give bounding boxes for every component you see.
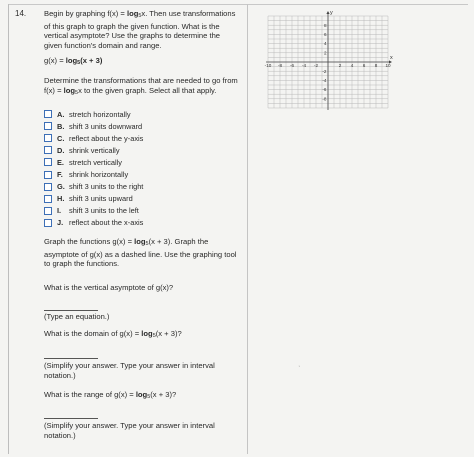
scan-mark: ʾ	[298, 366, 301, 373]
x-tick-label: 6	[362, 63, 366, 68]
option-label: stretch horizontally	[69, 109, 131, 119]
option-a[interactable]	[44, 109, 131, 119]
x-tick-label: 8	[374, 63, 378, 68]
option-letter: D.	[57, 145, 65, 155]
x-tick-label: 10	[385, 63, 391, 68]
option-label: reflect about the y-axis	[69, 133, 144, 143]
y-tick-label: -4	[322, 78, 327, 83]
domain-question: What is the domain of $g(x) = \log_5(x + 3)$?	[44, 329, 182, 339]
option-i[interactable]	[44, 206, 139, 216]
x-tick-label: -4	[301, 63, 307, 68]
option-letter: H.	[57, 194, 65, 204]
option-letter: I.	[57, 206, 62, 216]
option-g[interactable]	[44, 182, 143, 192]
x-axis-label: x	[390, 55, 393, 61]
option-letter: B.	[57, 121, 65, 131]
option-letter: J.	[57, 218, 64, 228]
range-answer-blank[interactable]	[44, 418, 98, 419]
option-label: shift 3 units to the right	[69, 182, 144, 192]
y-tick-label: -2	[322, 68, 327, 74]
instruction-line1: Determine the transformations that are needed to go from	[44, 76, 238, 85]
option-c[interactable]	[44, 133, 143, 143]
y-axis-label: y	[330, 10, 333, 16]
y-tick-label: 2	[323, 50, 327, 56]
x-tick-label: -10	[264, 63, 272, 68]
asymptote-hint: (Type an equation.)	[44, 312, 110, 321]
instruction-line2: $f(x) = \log_5x$ to the given graph. Select all that apply.	[44, 86, 217, 96]
frame-left-border	[8, 4, 9, 454]
option-letter: E.	[57, 157, 64, 167]
option-label: shift 3 units to the left	[69, 206, 139, 216]
question-number: 14.	[15, 9, 27, 18]
asymptote-answer-blank[interactable]	[44, 310, 98, 311]
option-letter: C.	[57, 133, 65, 143]
given-function: $g(x) = \log_5(x + 3)$	[44, 56, 103, 66]
option-label: stretch vertically	[69, 157, 122, 167]
option-letter: A.	[57, 109, 65, 119]
y-tick-label: 8	[323, 22, 327, 28]
option-letter: F.	[57, 170, 63, 179]
range-hint: (Simplify your answer. Type your answer in interval notation.)	[44, 421, 215, 440]
x-tick-label: 4	[350, 63, 354, 68]
frame-divider	[247, 4, 248, 454]
option-label: shift 3 units upward	[69, 194, 133, 204]
frame-top-border	[8, 4, 468, 5]
option-e[interactable]	[44, 157, 122, 167]
checkbox[interactable]	[44, 219, 52, 227]
option-label: shrink vertically	[69, 145, 120, 155]
option-f[interactable]	[44, 170, 128, 180]
graph-prompt: Graph the functions $g(x) = \log_5(x + 3)$. Graph the asymptote of g(x) as a dashed line. Use the graphing tool to graph the functions.	[44, 237, 237, 269]
coordinate-grid[interactable]	[260, 8, 396, 112]
checkbox[interactable]	[44, 183, 52, 191]
checkbox[interactable]	[44, 207, 52, 215]
checkbox[interactable]	[44, 195, 52, 203]
checkbox[interactable]	[44, 171, 52, 179]
y-tick-label: -6	[322, 87, 327, 93]
y-tick-label: -8	[322, 96, 327, 102]
option-label: shrink horizontally	[69, 170, 129, 179]
option-b[interactable]	[44, 121, 142, 131]
y-tick-label: 6	[323, 32, 327, 37]
checkbox[interactable]	[44, 122, 52, 130]
option-d[interactable]	[44, 145, 120, 155]
y-tick-label: 4	[323, 41, 327, 47]
domain-hint: (Simplify your answer. Type your answer in interval notation.)	[44, 361, 215, 380]
domain-answer-blank[interactable]	[44, 358, 98, 359]
x-tick-label: -6	[289, 63, 295, 68]
x-tick-label: 2	[338, 63, 342, 68]
checkbox[interactable]	[44, 134, 52, 142]
asymptote-question: What is the vertical asymptote of g(x)?	[44, 283, 174, 292]
x-tick-label: -2	[313, 63, 319, 68]
option-h[interactable]	[44, 194, 133, 204]
option-label: shift 3 units downward	[69, 121, 143, 131]
option-letter: G.	[57, 182, 65, 192]
question-text: Begin by graphing $f(x) = \log_5x$. Then use transformations of this graph to graph the given function. What is the vertical asymptote? Use the graphs to determine the given function's domain and range.	[44, 9, 236, 50]
option-label: reflect about the x-axis	[69, 218, 144, 228]
checkbox[interactable]	[44, 110, 52, 118]
checkbox[interactable]	[44, 158, 52, 166]
option-j[interactable]	[44, 218, 143, 228]
range-question: What is the range of $g(x) = \log_5(x + 3)$?	[44, 390, 177, 400]
checkbox[interactable]	[44, 146, 52, 154]
x-tick-label: -8	[277, 63, 283, 68]
